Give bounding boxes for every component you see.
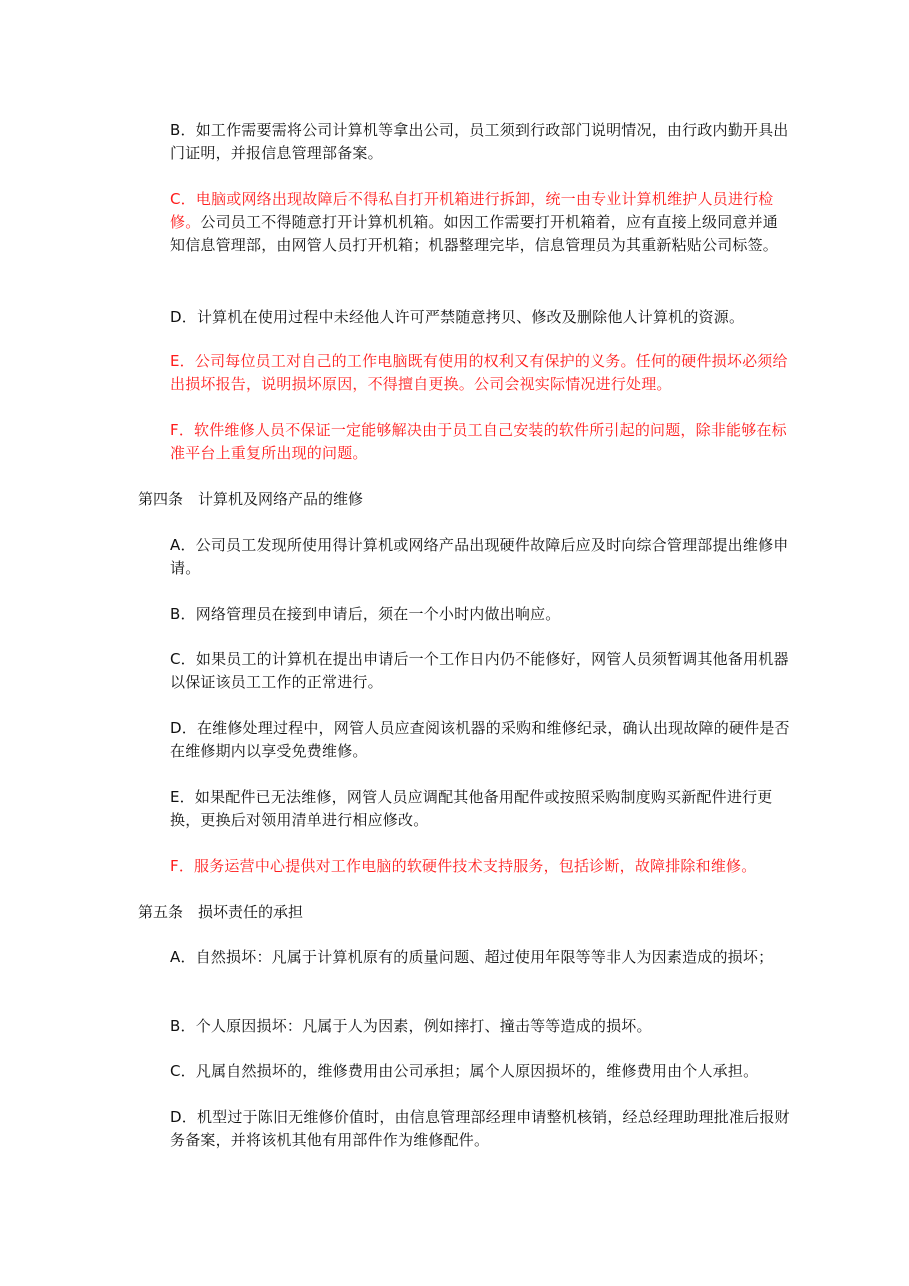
s3-item-e xyxy=(170,350,790,396)
s5-item-d: D．机型过于陈旧无维修价值时，由信息管理部经理申请整机核销，经总经理助理批准后报财务备案，并将该机其他有用部件作为维修配件。 xyxy=(170,1108,790,1149)
s4-item-f: F．服务运营中心提供对工作电脑的软硬件技术支持服务，包括诊断，故障排除和维修。 xyxy=(170,857,757,875)
s3-item-c-highlight: C．电脑或网络出现故障后不得私自打开机箱进行拆卸，统一由专业计算机维护人员进行检修。 xyxy=(170,190,774,231)
s3-item-f xyxy=(170,419,790,465)
s4-item-c: C．如果员工的计算机在提出申请后一个工作日内仍不能修好，网管人员须暂调其他备用机器以保证该员工工作的正常进行。 xyxy=(170,650,789,691)
s4-item-d: D．在维修处理过程中，网管人员应查阅该机器的采购和维修纪录，确认出现故障的硬件是否在维修期内以享受免费维修。 xyxy=(170,719,790,760)
s3-item-b-text: B．如工作需要需将公司计算机等拿出公司，员工须到行政部门说明情况，由行政内勤开具出门证明，并报信息管理部备案。 xyxy=(170,121,789,162)
s4-item-a: A．公司员工发现所使用得计算机或网络产品出现硬件故障后应及时向综合管理部提出维修申请。 xyxy=(170,536,789,577)
s3-item-d xyxy=(170,306,790,329)
s3-item-e-text: E．公司每位员工对自己的工作电脑既有使用的权利又有保护的义务。任何的硬件损坏必须给出损坏报告，说明损坏原因，不得擅自更换。公司会视实际情况进行处理。 xyxy=(170,352,788,393)
s3-item-d-text: D．计算机在使用过程中未经他人许可严禁随意拷贝、修改及删除他人计算机的资源。 xyxy=(170,308,745,326)
s4-item-e: E．如果配件已无法维修，网管人员应调配其他备用配件或按照采购制度购买新配件进行更换，更换后对领用清单进行相应修改。 xyxy=(170,788,773,829)
s5-item-c: C．凡属自然损坏的，维修费用由公司承担；属个人原因损坏的，维修费用由个人承担。 xyxy=(170,1062,759,1080)
section4-heading: 第四条 计算机及网络产品的维修 xyxy=(138,490,364,508)
s3-item-c xyxy=(170,188,790,257)
s3-item-c-text: 公司员工不得随意打开计算机机箱。如因工作需要打开机箱着，应有直接上级同意并通知信息管理部，由网管人员打开机箱；机器整理完毕，信息管理员为其重新粘贴公司标签。 xyxy=(170,213,779,254)
section5-heading: 第五条 损坏责任的承担 xyxy=(138,903,304,921)
s5-item-a: A．自然损坏：凡属于计算机原有的质量问题、超过使用年限等等非人为因素造成的损坏； xyxy=(170,948,774,966)
s4-item-b: B．网络管理员在接到申请后，须在一个小时内做出响应。 xyxy=(170,605,561,623)
s5-item-b: B．个人原因损坏：凡属于人为因素，例如摔打、撞击等等造成的损坏。 xyxy=(170,1017,652,1035)
s3-item-f-text: F．软件维修人员不保证一定能够解决由于员工自己安装的软件所引起的问题，除非能够在标准平台上重复所出现的问题。 xyxy=(170,421,787,462)
s3-item-b xyxy=(170,119,790,165)
